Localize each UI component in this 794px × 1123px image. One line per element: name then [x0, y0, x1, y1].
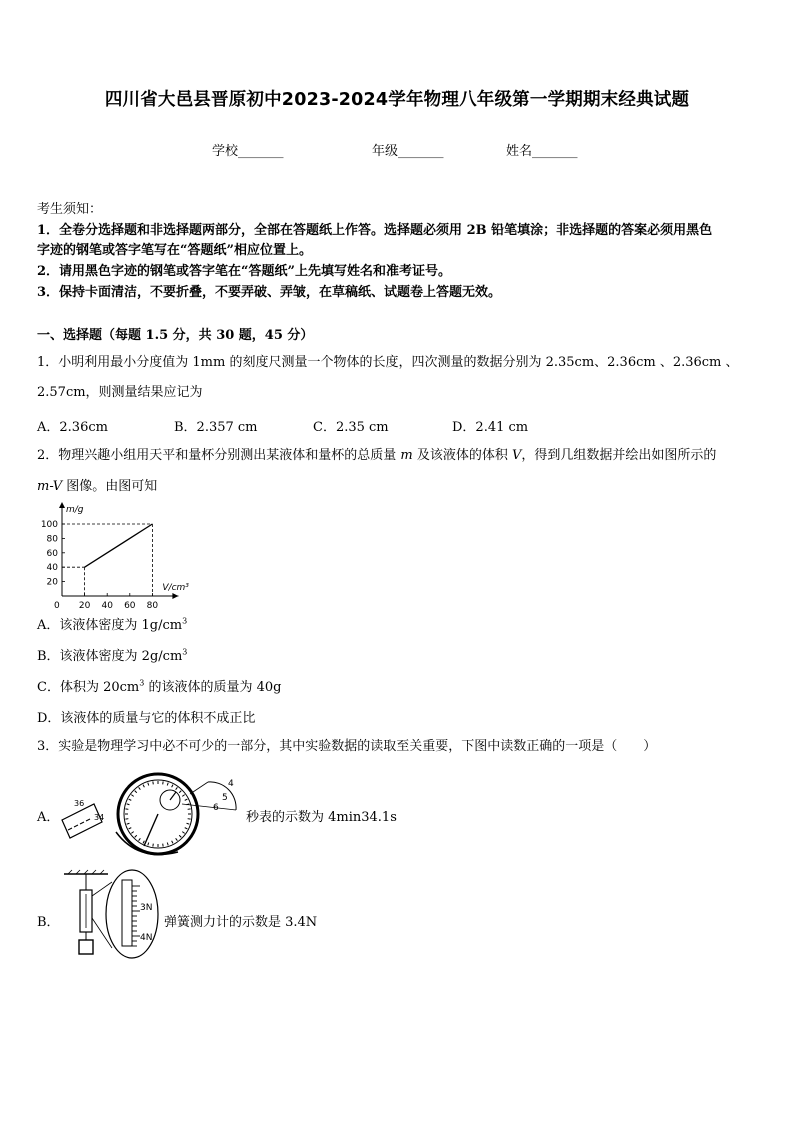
x-axis-arrow	[172, 593, 178, 599]
notice-item-2: 2．请用黑色字迹的钢笔或答字笔在“答题纸”上先填写姓名和准考证号。	[37, 264, 452, 279]
q1-option-b[interactable]: B．2.357 cm	[174, 420, 258, 435]
var-v: V	[512, 448, 522, 463]
q3-option-b-label[interactable]: B．	[37, 915, 60, 930]
mark-34: 34	[94, 813, 105, 822]
page-title: 四川省大邑县晋原初中2023-2024学年物理八年级第一学期期末经典试题	[104, 90, 690, 110]
q2-option-b[interactable]: B．该液体密度为 $2g/cm^3$	[37, 647, 188, 664]
dial-tick	[135, 791, 137, 793]
dial-tick	[185, 828, 188, 829]
q3-option-b-text: 弹簧测力计的示数是 3.4N	[164, 915, 318, 930]
y-tick-label: 100	[40, 520, 58, 530]
x-axis-label: V/cm³	[162, 583, 189, 593]
mv-graph	[30, 500, 200, 610]
stopwatch-scale-left	[62, 799, 104, 838]
name-field[interactable]: 姓名_______	[506, 144, 578, 159]
mark-5: 5	[222, 793, 228, 803]
notice-heading: 考生须知：	[37, 202, 103, 217]
dial-tick	[129, 799, 132, 800]
y-axis-label: m/g	[66, 505, 84, 515]
dial-tick	[179, 791, 181, 793]
school-field[interactable]: 学校_______	[212, 144, 284, 159]
mark-36: 36	[74, 799, 85, 808]
q3-text: 3．实验是物理学习中必不可少的一部分，其中实验数据的读取至关重要，下图中读数正确的一项是（ ）	[37, 739, 657, 754]
grade-field[interactable]: 年级_______	[372, 144, 444, 159]
q1-option-a[interactable]: A．2.36cm	[37, 420, 108, 435]
notice-item-1-cont: 字迹的钢笔或答字笔写在“答题纸”相应位置上。	[37, 243, 312, 258]
notice-item-1: 1．全卷分选择题和非选择题两部分，全部在答题纸上作答。选择题必须用 2B 铅笔填涂；非选择题的答案必须用黑色	[37, 223, 713, 238]
y-axis-arrow	[59, 502, 65, 508]
dial-tick	[167, 843, 168, 846]
x-tick-label: 40	[101, 601, 113, 610]
dial-tick	[182, 832, 184, 834]
q1-option-d[interactable]: D．2.41 cm	[452, 420, 529, 435]
x-tick-label: 60	[124, 601, 136, 610]
mark-3n: 3N	[140, 903, 153, 913]
y-tick-label: 80	[46, 534, 58, 545]
q2-text-cont: m-V 图像。由图可知	[37, 479, 158, 494]
q2-option-d[interactable]: D．该液体的质量与它的体积不成正比	[37, 711, 256, 726]
y-tick-label: 60	[46, 548, 58, 559]
dial-tick	[143, 841, 144, 844]
dial-tick	[139, 838, 141, 840]
dial-tick	[129, 828, 132, 829]
dial-tick	[127, 804, 130, 805]
q1-text-cont: 2.57cm，则测量结果应记为	[37, 385, 203, 400]
var-m: m	[400, 448, 413, 463]
q2-option-a[interactable]: A．该液体密度为 $1g/cm^3$	[37, 616, 188, 633]
dial-tick	[176, 787, 178, 789]
data-line	[85, 524, 153, 567]
dial-tick	[187, 823, 190, 824]
stopwatch-figure	[58, 770, 248, 860]
dial-tick	[172, 841, 173, 844]
mark-4: 4	[228, 779, 234, 789]
dial-tick	[148, 783, 149, 786]
q3-option-a-label[interactable]: A．	[37, 810, 60, 825]
var-mv: m-V	[37, 479, 63, 494]
dial-tick	[127, 823, 130, 824]
dial-tick	[167, 783, 168, 786]
x-tick-label: 20	[78, 601, 91, 610]
dial-tick	[148, 843, 149, 846]
dial-tick	[135, 835, 137, 837]
q1-option-c[interactable]: C．2.35 cm	[313, 420, 389, 435]
dial-tick	[139, 787, 141, 789]
mark-4n: 4N	[140, 933, 153, 943]
y-tick-label: 20	[46, 577, 58, 588]
dial-tick	[185, 799, 188, 800]
origin-label: 0	[54, 601, 60, 610]
q1-text: 1．小明利用最小分度值为 1mm 的刻度尺测量一个物体的长度，四次测量的数据分别为 2.35cm、2.36cm 、2.36cm 、	[37, 355, 739, 370]
dial-tick	[176, 838, 178, 840]
dial-tick	[172, 785, 173, 788]
q3-option-a-text: 秒表的示数为 4min34.1s	[246, 810, 397, 825]
q2-option-c[interactable]: C．体积为 $20cm^3$ 的该液体的质量为 40g	[37, 678, 282, 695]
q2-text: 2．物理兴趣小组用天平和量杯分别测出某液体和量杯的总质量 m 及该液体的体积 V，得到几组数据并绘出如图所示的	[37, 448, 717, 463]
dial-tick	[179, 835, 181, 837]
dial-tick	[131, 832, 133, 834]
notice-item-3: 3．保持卡面清洁，不要折叠，不要弄破、弄皱，在草稿纸、试题卷上答题无效。	[37, 285, 502, 300]
spring-scale-figure	[60, 866, 165, 966]
dial-tick	[143, 785, 144, 788]
section-heading: 一、选择题（每题 1.5 分，共 30 题，45 分）	[37, 328, 314, 343]
y-tick-label: 40	[46, 563, 58, 574]
dial-tick	[182, 795, 184, 797]
x-tick-label: 80	[146, 601, 159, 610]
mark-6: 6	[213, 803, 219, 813]
dial-tick	[131, 795, 133, 797]
